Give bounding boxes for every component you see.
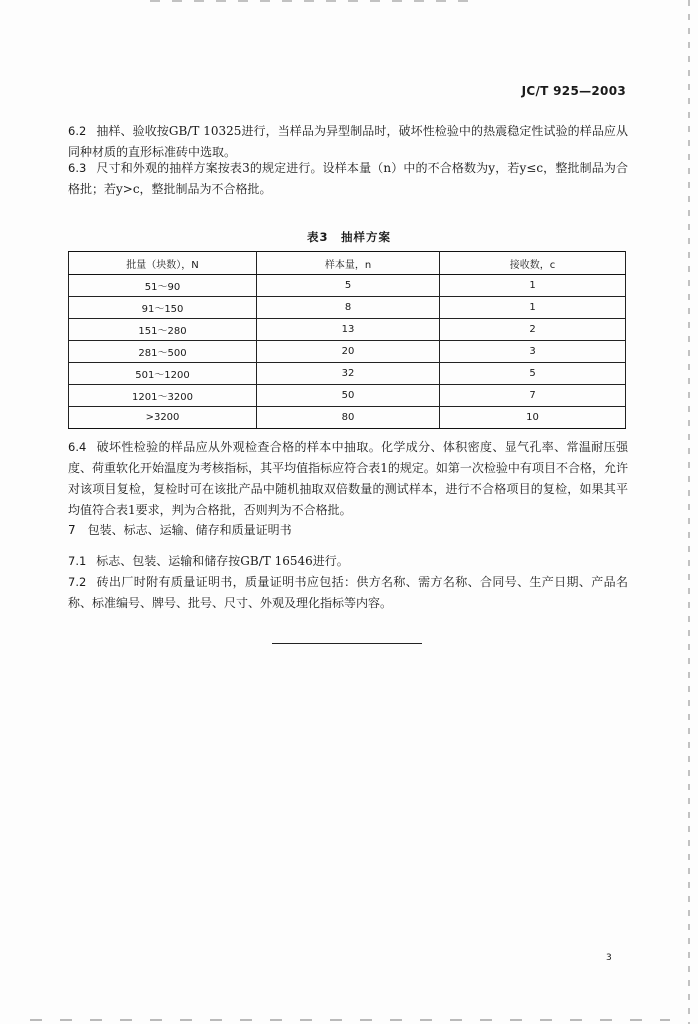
table-row (69, 319, 626, 341)
clause-number: 7.2 (68, 575, 87, 589)
cell-acceptance-number: 10 (440, 407, 626, 429)
cell-sample-size: 13 (257, 319, 440, 341)
section-title: 包装、标志、运输、储存和质量证明书 (87, 523, 292, 537)
clause-text: 尺寸和外观的抽样方案按表3的规定进行。设样本量（n）中的不合格数为y，若y≤c，整批制品为合格批；若y>c，整批制品为不合格批。 (68, 161, 628, 196)
cell-sample-size: 80 (257, 407, 440, 429)
table-row (69, 275, 626, 297)
table-row (69, 363, 626, 385)
cell-sample-size: 5 (257, 275, 440, 297)
cell-sample-size: 8 (257, 297, 440, 319)
header-acceptance-number: 接收数，c (440, 252, 626, 275)
end-of-document-rule (272, 643, 422, 644)
cell-sample-size: 50 (257, 385, 440, 407)
table-row (69, 297, 626, 319)
clause-text: 破坏性检验的样品应从外观检查合格的样本中抽取。化学成分、体积密度、显气孔率、常温耐压强度、荷重软化开始温度为考核指标，其平均值指标应符合表1的规定。如第一次检验中有项目不合格，允许对该项目复检，复检时可在该批产品中随机抽取双倍数量的测试样本，进行不合格项目的复检，如果其平均值符合表1要求，判为合格批，否则判为不合格批。 (68, 440, 628, 517)
cell-acceptance-number: 1 (440, 297, 626, 319)
scan-top-mark (150, 0, 480, 2)
table-row (69, 407, 626, 429)
clause-text: 抽样、验收按GB/T 10325进行，当样品为异型制品时，破坏性检验中的热震稳定性试验的样品应从同种材质的直形标准砖中选取。 (68, 124, 628, 159)
cell-lot-size: 1201～3200 (69, 385, 257, 407)
cell-lot-size: 51～90 (69, 275, 257, 297)
clause-7-2 (68, 572, 628, 614)
header-lot-size: 批量（块数），N (69, 252, 257, 275)
clause-text: 标志、包装、运输和储存按GB/T 16546进行。 (96, 554, 349, 568)
section-7-heading (68, 521, 292, 538)
cell-sample-size: 20 (257, 341, 440, 363)
sampling-plan-table (68, 251, 626, 429)
cell-lot-size: 501～1200 (69, 363, 257, 385)
clause-number: 6.4 (68, 440, 87, 454)
table-title: 表3 抽样方案 (306, 230, 391, 244)
standard-code: JC/T 925—2003 (521, 84, 626, 98)
cell-acceptance-number: 7 (440, 385, 626, 407)
scan-edge-mark (688, 0, 690, 1024)
cell-lot-size: >3200 (69, 407, 257, 429)
cell-acceptance-number: 2 (440, 319, 626, 341)
cell-acceptance-number: 1 (440, 275, 626, 297)
clause-text: 砖出厂时附有质量证明书，质量证明书应包括：供方名称、需方名称、合同号、生产日期、产品名称、标准编号、牌号、批号、尺寸、外观及理化指标等内容。 (68, 575, 628, 610)
clause-number: 7.1 (68, 554, 87, 568)
header-sample-size: 样本量，n (257, 252, 440, 275)
cell-acceptance-number: 5 (440, 363, 626, 385)
clause-6-4 (68, 437, 628, 521)
table-row (69, 385, 626, 407)
page-number: 3 (606, 953, 612, 963)
cell-lot-size: 91～150 (69, 297, 257, 319)
table-row (69, 341, 626, 363)
table-header-row (69, 252, 626, 275)
clause-6-3 (68, 158, 628, 200)
cell-acceptance-number: 3 (440, 341, 626, 363)
clause-number: 6.2 (68, 124, 87, 138)
scan-bottom-mark (30, 1019, 670, 1021)
clause-number: 6.3 (68, 161, 87, 175)
cell-lot-size: 281～500 (69, 341, 257, 363)
cell-sample-size: 32 (257, 363, 440, 385)
clause-7-1 (68, 551, 628, 572)
cell-lot-size: 151～280 (69, 319, 257, 341)
section-number: 7 (68, 523, 76, 537)
clause-6-2 (68, 121, 628, 163)
